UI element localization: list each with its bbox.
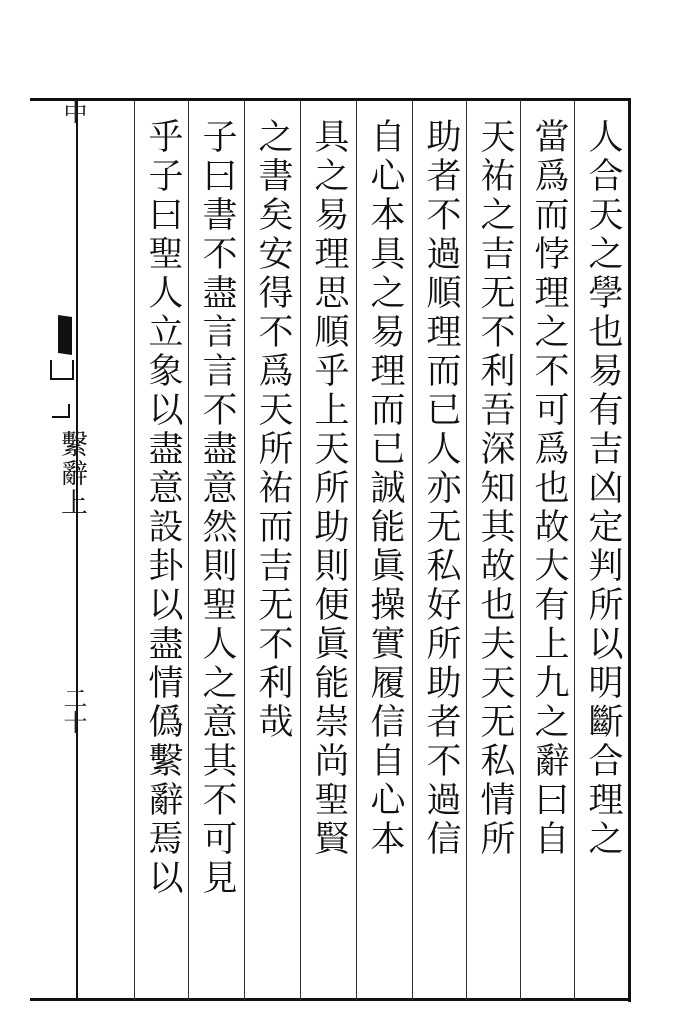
fish-tail-mark [58,315,72,355]
frame-bottom-rule [30,998,630,1001]
fore-edge-mark [52,404,70,418]
text-column-1: 人合天之學也易有吉凶定判所以明斷合理之 [583,118,623,859]
column-rule [466,100,467,1000]
folio-number: 二十 [59,686,87,734]
column-rule [300,100,301,1000]
text-column-7: 之書矣安得不爲天所祐而吉无不利哉 [253,118,293,742]
column-rule [412,100,413,1000]
frame-top-rule [30,98,630,101]
fore-edge-mark [50,360,74,380]
text-column-2: 當爲而悖理之不可爲也故大有上九之辭曰自 [529,118,569,859]
column-rule [134,100,135,1000]
column-rule [244,100,245,1000]
text-column-8: 子曰書不盡言言不盡意然則聖人之意其不可見 [197,118,237,898]
column-rule [188,100,189,1000]
text-column-9: 乎子曰聖人立象以盡意設卦以盡情僞繫辭焉以 [143,118,183,898]
text-column-5: 自心本具之易理而已誠能眞操實履信自心本 [365,118,405,859]
chapter-title: 繫辭上 [56,430,87,517]
fore-edge-rule [76,100,78,1000]
frame-right-rule [628,98,631,1002]
text-column-6: 具之易理思順乎上天所助則便眞能崇尚聖賢 [309,118,349,859]
column-rule [356,100,357,1000]
text-column-4: 助者不過順理而已人亦无私好所助者不過信 [421,118,461,859]
fore-edge-top-fragment: 中 [59,100,87,124]
text-column-3: 天祐之吉无不利吾深知其故也夫天无私情所 [475,118,515,859]
column-rule [574,100,575,1000]
column-rule [520,100,521,1000]
